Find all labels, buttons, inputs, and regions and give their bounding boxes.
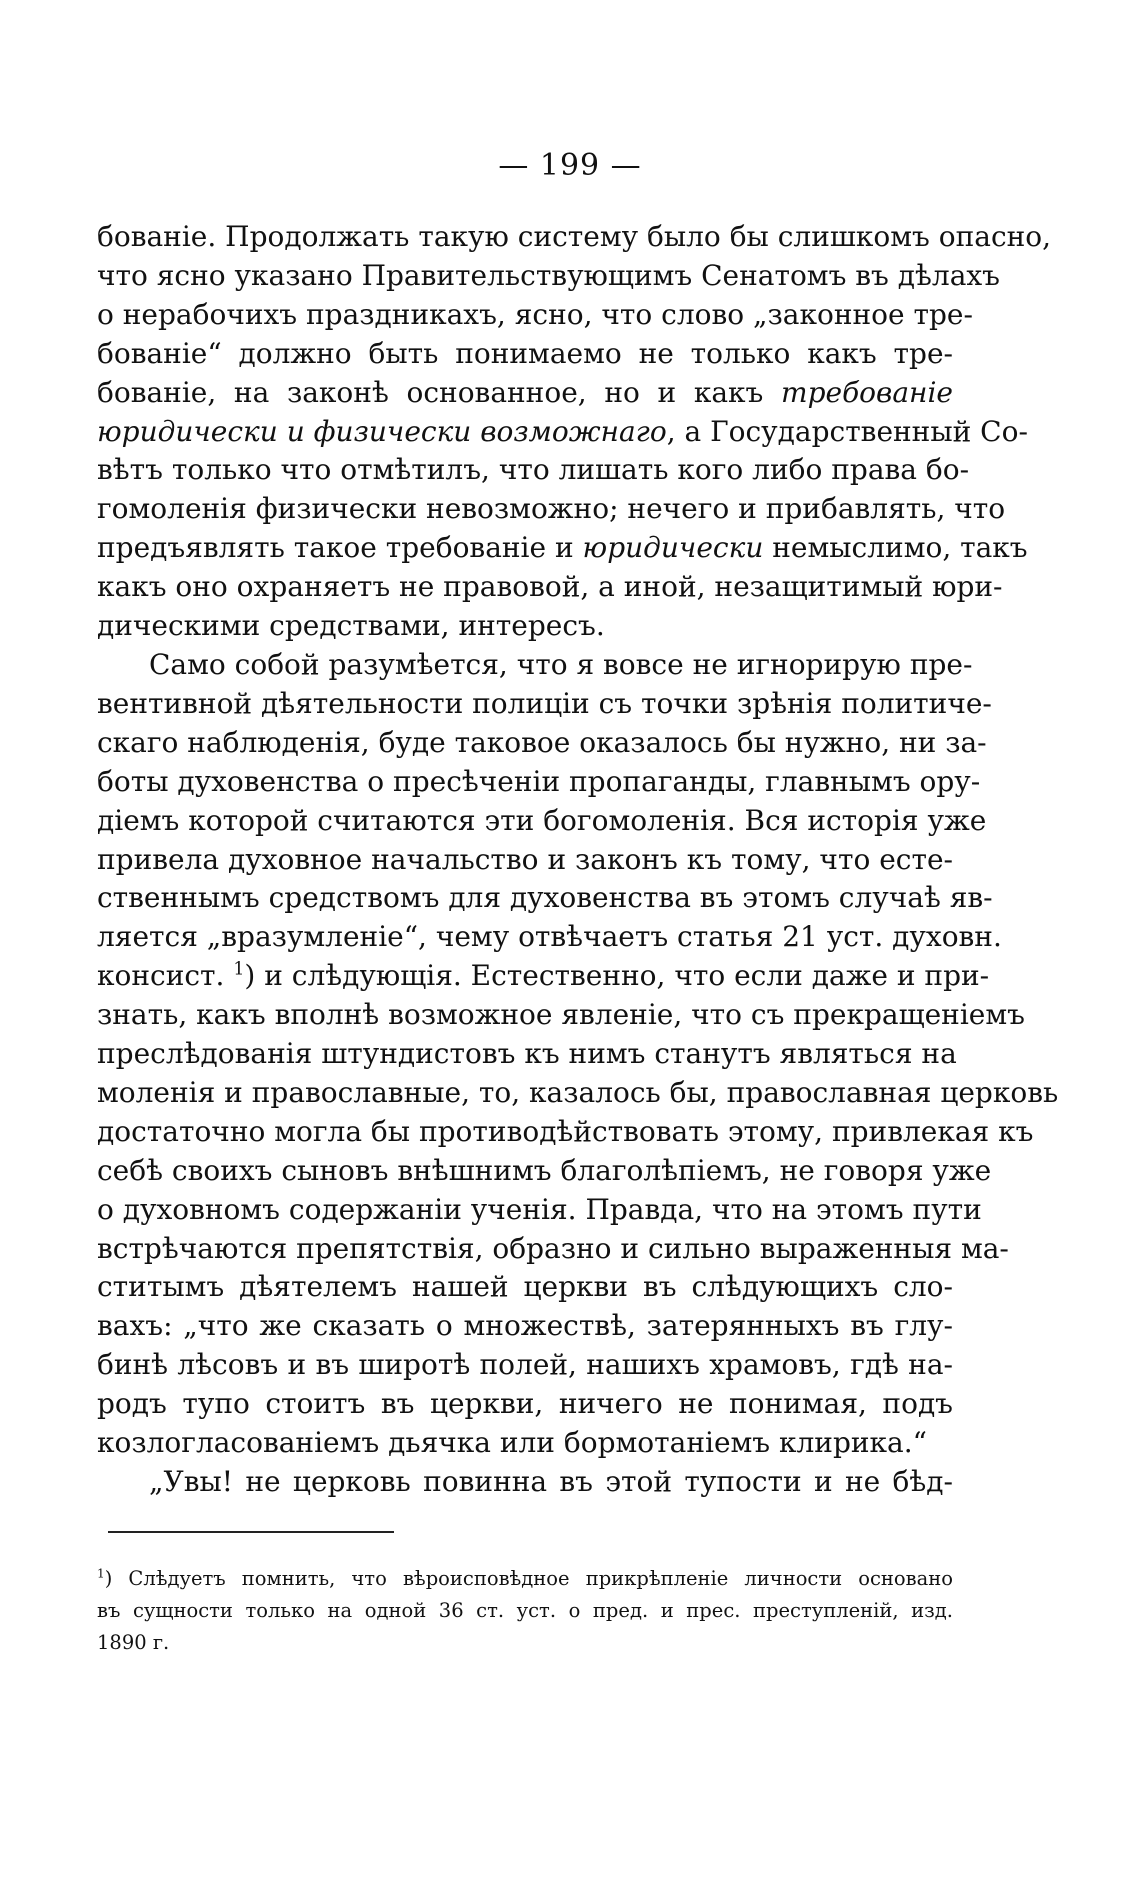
text-line [97, 374, 953, 413]
paragraph [97, 1463, 953, 1502]
text-line: себѣ своихъ сыновъ внѣшнимъ благолѣпіемъ, не говоря уже [97, 1153, 992, 1187]
text-run: ) и слѣдующія. Естественно, что если даже и при- [244, 959, 990, 993]
text-line: бинѣ лѣсовъ и въ широтѣ полей, нашихъ храмовъ, гдѣ на- [97, 1348, 953, 1382]
footnote-reference: 1 [233, 959, 245, 980]
paragraph [97, 646, 1059, 1463]
text-run: , а Государственный Со- [666, 414, 1028, 448]
text-line [97, 413, 1028, 452]
text-line: моленія и православные, то, казалось бы, православная церковь [97, 1075, 1059, 1109]
italic-text-run: юридически [582, 531, 764, 565]
text-line: вентивной дѣятельности полиціи съ точки зрѣнія политиче- [97, 686, 992, 720]
footnotes [97, 1563, 953, 1659]
text-line: діемъ которой считаются эти богомоленія. Вся исторія уже [97, 803, 987, 837]
text-line: вахъ: „что же сказать о множествѣ, затерянныхъ въ глу- [97, 1309, 953, 1343]
text-line: знать, какъ вполнѣ возможное явленіе, что съ прекращеніемъ [97, 998, 1025, 1032]
paragraph [97, 218, 1052, 646]
text-line: какъ оно охраняетъ не правовой, а иной, незащитимый юри- [97, 570, 1003, 604]
page-number: — 199 — [498, 148, 642, 183]
text-line: гомоленія физически невозможно; нечего и прибавлять, что [97, 492, 1006, 526]
footnote-text-run: ) Слѣдуетъ помнить, что вѣроисповѣдное прикрѣпленіе личности основано [104, 1567, 953, 1590]
text-line [97, 957, 990, 996]
text-line: вѣтъ только что отмѣтилъ, что лишать кого либо права бо- [97, 453, 970, 487]
text-line: встрѣчаются препятствія, образно и сильно выраженныя ма- [97, 1231, 1009, 1265]
text-line: „Увы! не церковь повинна въ этой тупости и не бѣд- [149, 1465, 953, 1498]
italic-text-run: требованіе [781, 375, 953, 409]
text-line: достаточно могла бы противодѣйствовать этому, привлекая къ [97, 1114, 1034, 1148]
text-line: козлогласованіемъ дьячка или бормотаніемъ клирика.“ [97, 1426, 927, 1460]
footnote-line [97, 1563, 953, 1595]
footnote-line: въ сущности только на одной 36 ст. уст. о пред. и прес. преступленій, изд. [97, 1599, 953, 1622]
text-run: консист. [97, 959, 234, 993]
footnote [97, 1563, 953, 1659]
text-run: бованіе, на законѣ основанное, но и какъ [97, 375, 782, 409]
text-line: что ясно указано Правительствующимъ Сенатомъ въ дѣлахъ [97, 258, 1000, 292]
text-line: ственнымъ средствомъ для духовенства въ этомъ случаѣ яв- [97, 881, 993, 915]
text-line: ляется „вразумленіе“, чему отвѣчаетъ статья 21 уст. духовн. [97, 920, 1002, 954]
text-line: преслѣдованія штундистовъ къ нимъ станутъ являться на [97, 1037, 957, 1071]
text-line: родъ тупо стоитъ въ церкви, ничего не понимая, подъ [97, 1387, 953, 1421]
text-line: дическими средствами, интересъ. [97, 609, 605, 643]
text-line [97, 529, 1028, 568]
text-line: о духовномъ содержаніи ученія. Правда, что на этомъ пути [97, 1192, 982, 1226]
footnote-line: 1890 г. [97, 1631, 170, 1654]
text-line: о нерабочихъ праздникахъ, ясно, что слово „законное тре- [97, 297, 973, 331]
text-line: боты духовенства о пресѣченіи пропаганды, главнымъ ору- [97, 764, 981, 798]
text-line: ститымъ дѣятелемъ нашей церкви въ слѣдующихъ сло- [97, 1270, 953, 1304]
body-text [97, 218, 1059, 1502]
text-run: немыслимо, такъ [763, 531, 1028, 565]
text-line: бованіе. Продолжать такую систему было бы слишкомъ опасно, [97, 220, 1052, 253]
text-line: Само собой разумѣется, что я вовсе не игнорирую пре- [149, 647, 973, 681]
italic-text-run: юридически и физически возможнаго [97, 414, 667, 448]
footnote-marker: 1 [97, 1566, 105, 1581]
text-line: скаго наблюденія, буде таковое оказалось бы нужно, ни за- [97, 725, 987, 759]
footnote-divider [108, 1531, 394, 1533]
text-line: привела духовное начальство и законъ къ тому, что есте- [97, 842, 953, 876]
text-line: бованіе“ должно быть понимаемо не только какъ тре- [97, 336, 953, 370]
text-run: предъявлять такое требованіе и [97, 531, 583, 565]
